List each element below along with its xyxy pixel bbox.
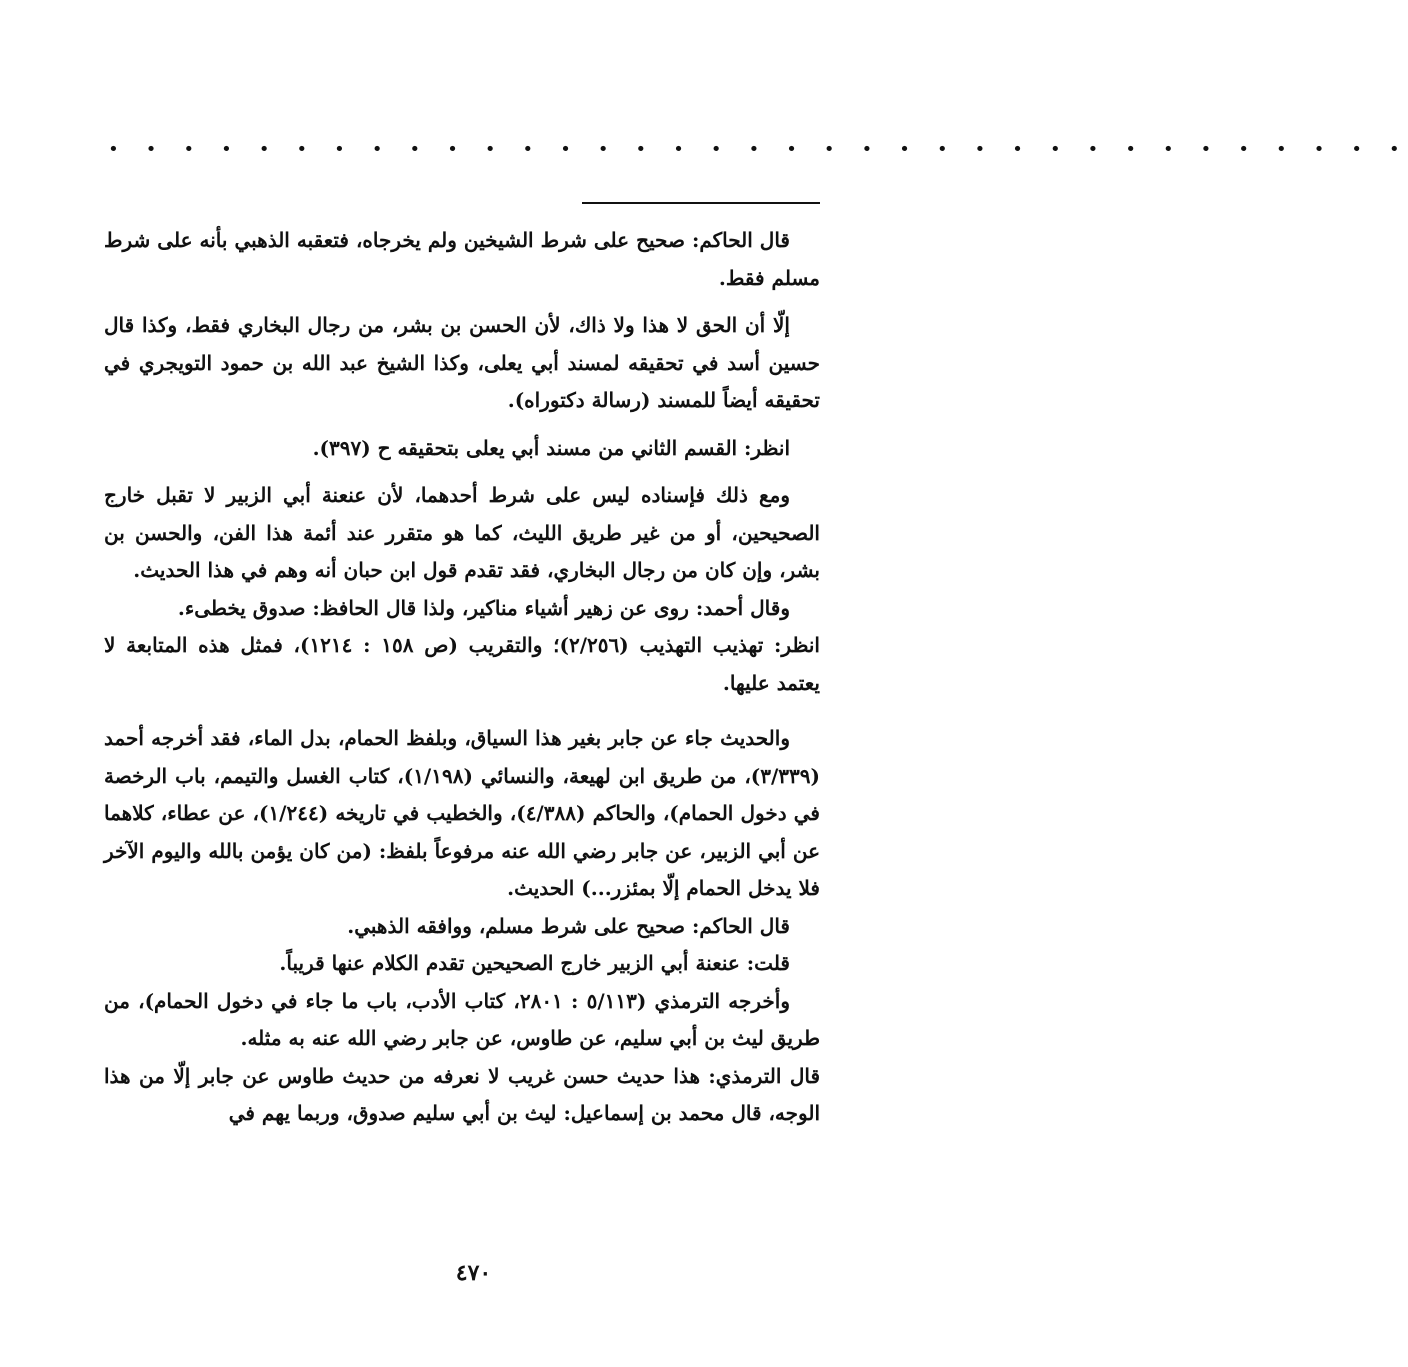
footnote-rule xyxy=(582,202,820,204)
page-number: ٤٧٠ xyxy=(455,1260,492,1286)
paragraph-7: والحديث جاء عن جابر بغير هذا السياق، وبلفظ الحمام، بدل الماء، فقد أخرجه أحمد (٣/٣٣٩)، من طريق ابن لهيعة، والنسائي (١/١٩٨)، كتاب الغسل والتيمم، باب الرخصة في دخول الحمام)، والحاكم (٤/٣٨٨)، والخطيب في تاريخه (١/٢٤٤)، عن عطاء، كلاهما عن أبي الزبير، عن جابر رضي الله عنه مرفوعاً بلفظ: (من كان يؤمن بالله واليوم الآخر فلا يدخل الحمام إلّا بمئزر...) الحديث. xyxy=(104,726,821,900)
paragraph-1: قال الحاكم: صحيح على شرط الشيخين ولم يخرجاه، فتعقبه الذهبي بأنه على شرط مسلم فقط. xyxy=(104,228,820,290)
paragraph-3: انظر: القسم الثاني من مسند أبي يعلى بتحقيقه ح (٣٩٧). xyxy=(312,435,790,460)
dotted-separator: • • • • • • • • • • • • • • • • • • • • • • • • • • • • • • • • • • • xyxy=(108,139,1408,160)
paragraph-4: ومع ذلك فإسناده ليس على شرط أحدهما، لأن عنعنة أبي الزبير لا تقبل خارج الصحيحين، أو من غير طريق الليث، كما هو متقرر عند أئمة هذا الفن، والحسن بن بشر، وإن كان من رجال البخاري، فقد تقدم قول ابن حبان أنه وهم في هذا الحديث. xyxy=(104,483,820,582)
paragraph-11: قال الترمذي: هذا حديث حسن غريب لا نعرفه من حديث طاوس عن جابر إلّا من هذا الوجه، قال محمد بن إسماعيل: ليث بن أبي سليم صدوق، وربما يهم في xyxy=(104,1063,820,1125)
paragraph-10: وأخرجه الترمذي (٥/١١٣ : ٢٨٠١، كتاب الأدب، باب ما جاء في دخول الحمام)، من طريق ليث بن أبي سليم، عن طاوس، عن جابر رضي الله عنه به مثله. xyxy=(104,988,820,1050)
paragraph-8: قال الحاكم: صحيح على شرط مسلم، ووافقه الذهبي. xyxy=(347,913,790,938)
paragraph-5: وقال أحمد: روى عن زهير أشياء مناكير، ولذا قال الحافظ: صدوق يخطىء. xyxy=(177,595,790,620)
paragraph-9: قلت: عنعنة أبي الزبير خارج الصحيحين تقدم الكلام عنها قريباً. xyxy=(279,951,790,975)
paragraph-6: انظر: تهذيب التهذيب (٢/٢٥٦)؛ والتقريب (ص ١٥٨ : ١٢١٤)، فمثل هذه المتابعة لا يعتمد عليها. xyxy=(104,633,820,695)
body-text xyxy=(104,222,820,1133)
paragraph-2: إلّا أن الحق لا هذا ولا ذاك، لأن الحسن بن بشر، من رجال البخاري فقط، وكذا قال حسين أسد في تحقيقه لمسند أبي يعلى، وكذا الشيخ عبد الله بن حمود التويجري في تحقيقه أيضاً للمسند (رسالة دكتوراه). xyxy=(104,313,820,412)
